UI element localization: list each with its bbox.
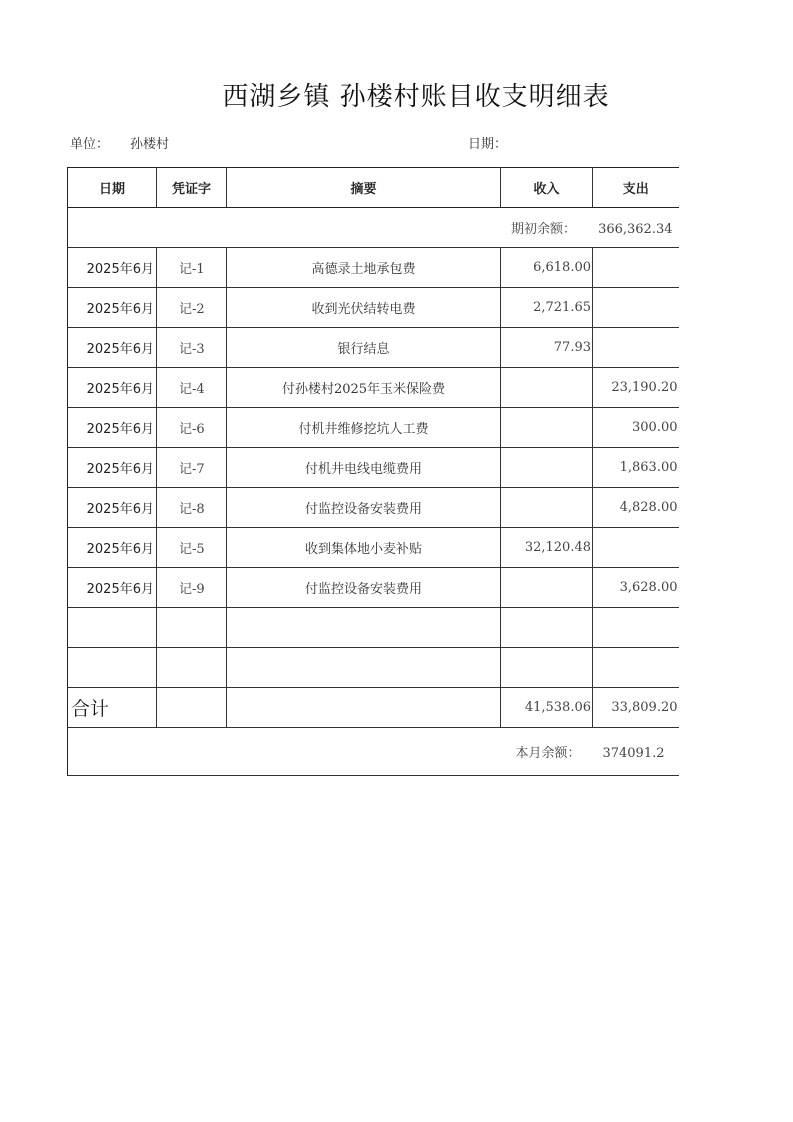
row-voucher: 记-6 — [157, 408, 227, 448]
row-summary: 付监控设备安装费用 — [227, 568, 501, 608]
row-date: 2025年6月 — [68, 528, 157, 568]
ledger-table — [67, 167, 679, 776]
row-voucher: 记-5 — [157, 528, 227, 568]
empty-cell — [501, 648, 593, 688]
table-row — [68, 448, 679, 488]
row-date: 2025年6月 — [68, 248, 157, 288]
opening-balance-row — [68, 208, 679, 248]
row-income — [501, 448, 593, 488]
row-voucher: 记-9 — [157, 568, 227, 608]
row-summary: 付孙楼村2025年玉米保险费 — [227, 368, 501, 408]
table-row — [68, 528, 679, 568]
row-summary: 收到光伏结转电费 — [227, 288, 501, 328]
row-expense: 300.00 — [593, 408, 679, 448]
row-voucher: 记-2 — [157, 288, 227, 328]
empty-cell — [68, 648, 157, 688]
opening-balance-label: 期初余额： — [511, 222, 577, 237]
closing-balance-row — [68, 728, 679, 776]
opening-balance-value: 366,362.34 — [598, 222, 673, 237]
row-date: 2025年6月 — [68, 488, 157, 528]
column-header-expense: 支出 — [593, 168, 679, 208]
row-summary: 付机井电线电缆费用 — [227, 448, 501, 488]
table-header-row — [68, 168, 679, 208]
column-header-voucher: 凭证字 — [157, 168, 227, 208]
closing-balance-label: 本月余额： — [515, 746, 581, 761]
row-expense — [593, 328, 679, 368]
row-date: 2025年6月 — [68, 368, 157, 408]
row-expense: 23,190.20 — [593, 368, 679, 408]
closing-balance-value: 374091.2 — [602, 746, 665, 761]
empty-cell — [68, 608, 157, 648]
row-date: 2025年6月 — [68, 288, 157, 328]
empty-cell — [227, 608, 501, 648]
column-header-summary: 摘要 — [227, 168, 501, 208]
table-row — [68, 568, 679, 608]
opening-balance-cell — [68, 208, 679, 248]
row-expense — [593, 288, 679, 328]
empty-row — [68, 648, 679, 688]
empty-cell — [157, 688, 227, 728]
row-income — [501, 488, 593, 528]
date-label: 日期： — [468, 137, 508, 152]
page-title: 西湖乡镇 孙楼村账目收支明细表 — [222, 82, 610, 112]
empty-cell — [501, 608, 593, 648]
total-label: 合计 — [68, 688, 157, 728]
empty-cell — [227, 688, 501, 728]
row-expense: 1,863.00 — [593, 448, 679, 488]
row-income: 77.93 — [501, 328, 593, 368]
row-income: 6,618.00 — [501, 248, 593, 288]
empty-row — [68, 608, 679, 648]
unit-value: 孙楼村 — [130, 137, 170, 152]
empty-cell — [227, 648, 501, 688]
row-summary: 银行结息 — [227, 328, 501, 368]
empty-cell — [593, 648, 679, 688]
row-voucher: 记-8 — [157, 488, 227, 528]
table-row — [68, 488, 679, 528]
total-expense: 33,809.20 — [593, 688, 679, 728]
row-summary: 收到集体地小麦补贴 — [227, 528, 501, 568]
column-header-income: 收入 — [501, 168, 593, 208]
unit-label: 单位： — [70, 137, 110, 152]
row-voucher: 记-7 — [157, 448, 227, 488]
row-summary: 高德录土地承包费 — [227, 248, 501, 288]
row-income — [501, 408, 593, 448]
row-expense: 4,828.00 — [593, 488, 679, 528]
total-row — [68, 688, 679, 728]
table-row — [68, 248, 679, 288]
row-income: 32,120.48 — [501, 528, 593, 568]
empty-cell — [157, 608, 227, 648]
empty-cell — [593, 608, 679, 648]
row-voucher: 记-1 — [157, 248, 227, 288]
total-income: 41,538.06 — [501, 688, 593, 728]
table-row — [68, 368, 679, 408]
row-date: 2025年6月 — [68, 568, 157, 608]
row-expense: 3,628.00 — [593, 568, 679, 608]
closing-balance-cell — [68, 728, 679, 776]
row-expense — [593, 248, 679, 288]
column-header-date: 日期 — [68, 168, 157, 208]
table-row — [68, 288, 679, 328]
row-voucher: 记-3 — [157, 328, 227, 368]
table-row — [68, 328, 679, 368]
row-income: 2,721.65 — [501, 288, 593, 328]
row-date: 2025年6月 — [68, 408, 157, 448]
table-row — [68, 408, 679, 448]
row-summary: 付监控设备安装费用 — [227, 488, 501, 528]
empty-cell — [157, 648, 227, 688]
ledger-rows — [68, 248, 679, 608]
row-date: 2025年6月 — [68, 448, 157, 488]
row-expense — [593, 528, 679, 568]
row-income — [501, 568, 593, 608]
row-summary: 付机井维修挖坑人工费 — [227, 408, 501, 448]
row-income — [501, 368, 593, 408]
row-date: 2025年6月 — [68, 328, 157, 368]
row-voucher: 记-4 — [157, 368, 227, 408]
